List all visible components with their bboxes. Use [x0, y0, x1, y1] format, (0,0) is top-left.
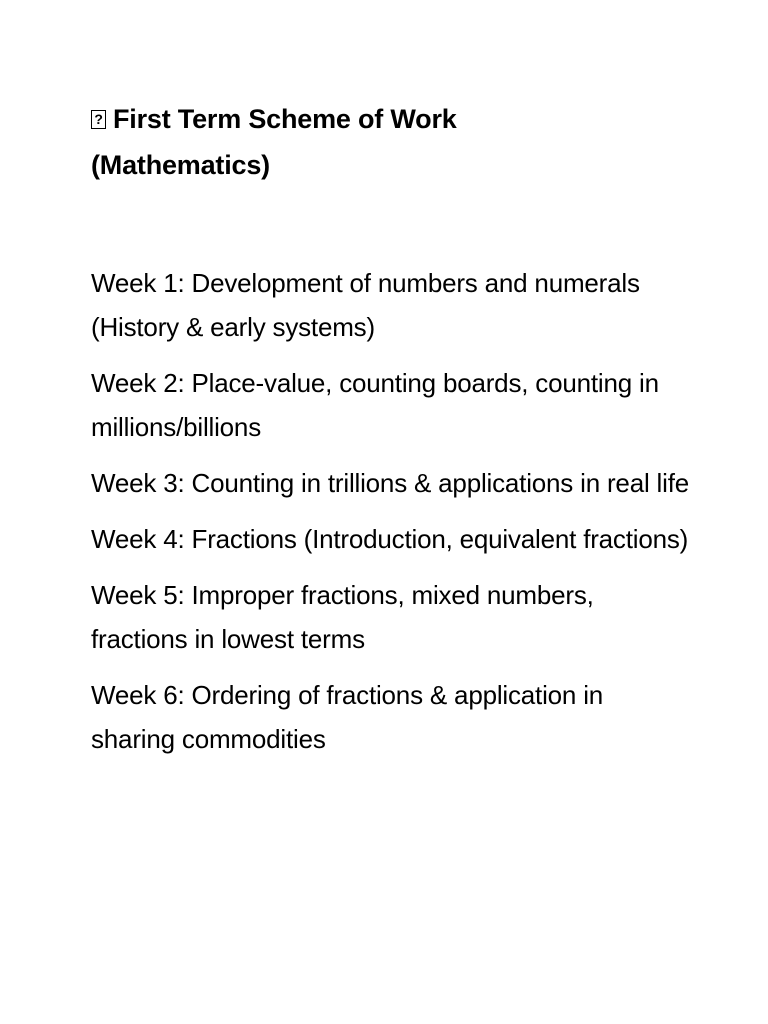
week-6-item: Week 6: Ordering of fractions & application in sharing commodities — [91, 680, 604, 754]
missing-glyph-icon — [91, 110, 106, 129]
week-2-item: Week 2: Place-value, counting boards, counting in millions/billions — [91, 368, 659, 442]
week-5-item: Week 5: Improper fractions, mixed numbers, fractions in lowest terms — [91, 580, 594, 654]
weeks-list — [91, 261, 691, 761]
week-4-item: Week 4: Fractions (Introduction, equivalent fractions) — [91, 524, 689, 554]
document-title — [91, 96, 691, 188]
document-content — [91, 96, 691, 773]
week-1-item: Week 1: Development of numbers and numerals (History & early systems) — [91, 268, 640, 342]
week-3-item: Week 3: Counting in trillions & applications in real life — [91, 468, 689, 498]
title-line-2: (Mathematics) — [91, 150, 270, 180]
title-line-1: First Term Scheme of Work — [113, 104, 457, 134]
